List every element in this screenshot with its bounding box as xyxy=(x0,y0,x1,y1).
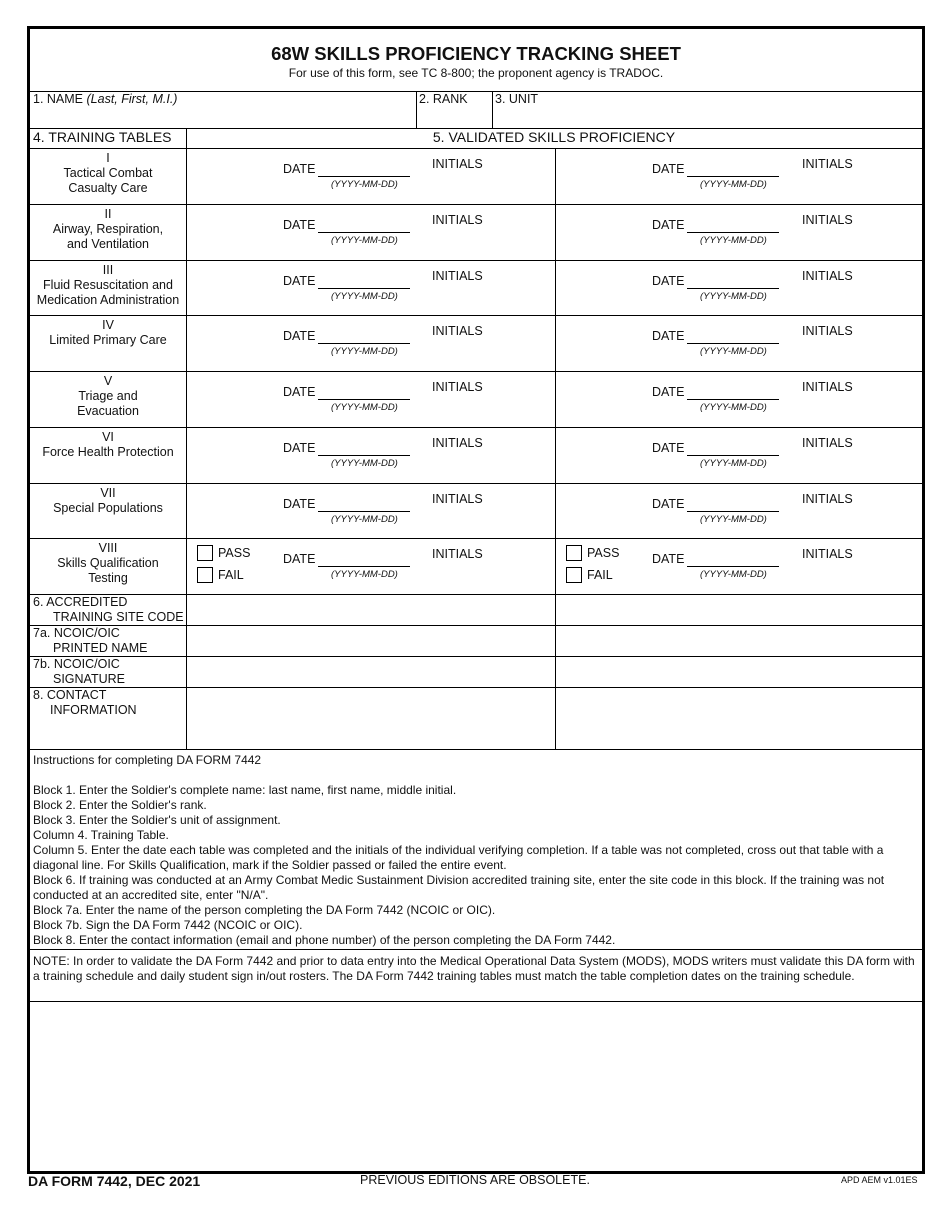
date-format-hint: (YYYY-MM-DD) xyxy=(700,569,767,580)
date-input-line[interactable] xyxy=(687,399,779,400)
training-tables-header: 4. TRAINING TABLES xyxy=(33,129,172,145)
date-format-hint: (YYYY-MM-DD) xyxy=(331,514,398,525)
date-label: DATE xyxy=(283,497,316,511)
date-input-line[interactable] xyxy=(318,511,410,512)
instructions-heading: Instructions for completing DA FORM 7442 xyxy=(33,753,262,767)
initials-label: INITIALS xyxy=(432,213,483,227)
date-input-line[interactable] xyxy=(687,511,779,512)
date-label: DATE xyxy=(283,441,316,455)
rule xyxy=(30,204,922,205)
date-input-line[interactable] xyxy=(687,176,779,177)
validated-skills-header: 5. VALIDATED SKILLS PROFICIENCY xyxy=(432,129,676,145)
date-format-hint: (YYYY-MM-DD) xyxy=(331,458,398,469)
instruction-line: Block 7a. Enter the name of the person completing the DA Form 7442 (NCOIC or OIC). xyxy=(33,903,496,917)
date-format-hint: (YYYY-MM-DD) xyxy=(331,402,398,413)
date-label: DATE xyxy=(652,441,685,455)
instructions xyxy=(33,753,917,948)
instruction-line: Block 2. Enter the Soldier's rank. xyxy=(33,798,207,812)
pass-label: PASS xyxy=(587,546,620,560)
rule xyxy=(30,1001,922,1002)
date-input-line[interactable] xyxy=(687,455,779,456)
rule xyxy=(416,91,417,128)
date-format-hint: (YYYY-MM-DD) xyxy=(331,235,398,246)
date-input-line[interactable] xyxy=(318,399,410,400)
date-format-hint: (YYYY-MM-DD) xyxy=(700,346,767,357)
date-label: DATE xyxy=(652,274,685,288)
date-label: DATE xyxy=(283,385,316,399)
contact-info-label: 8. CONTACT INFORMATION xyxy=(33,688,137,717)
ncoic-name-label: 7a. NCOIC/OIC PRINTED NAME xyxy=(33,626,148,655)
rule xyxy=(30,483,922,484)
date-input-line[interactable] xyxy=(318,455,410,456)
instruction-line: Block 7b. Sign the DA Form 7442 (NCOIC or OIC). xyxy=(33,918,303,932)
training-table-label: I Tactical Combat Casualty Care xyxy=(63,151,153,195)
initials-label: INITIALS xyxy=(432,492,483,506)
initials-label: INITIALS xyxy=(432,380,483,394)
name-field-label: 1. NAME (Last, First, M.I.) xyxy=(33,92,178,106)
rule xyxy=(492,91,493,128)
initials-label: INITIALS xyxy=(802,547,853,561)
rule xyxy=(30,687,922,688)
date-label: DATE xyxy=(652,329,685,343)
instruction-line: Block 6. If training was conducted at an Army Combat Medic Sustainment Division accredited training site, enter the site code in this block. If the training was not conducted at an accredited site, enter "N/A". xyxy=(33,873,885,902)
rank-field-label: 2. RANK xyxy=(419,92,468,106)
date-input-line[interactable] xyxy=(687,288,779,289)
date-label: DATE xyxy=(283,162,316,176)
fail-checkbox[interactable] xyxy=(566,567,582,583)
ncoic-signature-label: 7b. NCOIC/OIC SIGNATURE xyxy=(33,657,125,686)
training-table-label: III Fluid Resuscitation and Medication Administration xyxy=(36,263,180,307)
date-format-hint: (YYYY-MM-DD) xyxy=(331,346,398,357)
date-input-line[interactable] xyxy=(318,566,410,567)
rule xyxy=(30,148,922,149)
fail-label: FAIL xyxy=(587,568,613,582)
rule xyxy=(30,949,922,950)
rule xyxy=(30,260,922,261)
date-input-line[interactable] xyxy=(687,232,779,233)
rule xyxy=(30,749,922,750)
rule xyxy=(30,315,922,316)
rule xyxy=(30,625,922,626)
date-label: DATE xyxy=(652,162,685,176)
rule xyxy=(30,371,922,372)
unit-field-label: 3. UNIT xyxy=(495,92,539,106)
initials-label: INITIALS xyxy=(802,213,853,227)
rule xyxy=(186,128,187,749)
date-label: DATE xyxy=(283,552,316,566)
initials-label: INITIALS xyxy=(432,436,483,450)
date-label: DATE xyxy=(652,552,685,566)
date-format-hint: (YYYY-MM-DD) xyxy=(700,235,767,246)
initials-label: INITIALS xyxy=(802,380,853,394)
training-table-label: VIII Skills Qualification Testing xyxy=(57,541,159,585)
date-label: DATE xyxy=(283,218,316,232)
date-format-hint: (YYYY-MM-DD) xyxy=(331,179,398,190)
date-format-hint: (YYYY-MM-DD) xyxy=(700,458,767,469)
instruction-line: Block 1. Enter the Soldier's complete name: last name, first name, middle initial. xyxy=(33,783,457,797)
training-table-label: VII Special Populations xyxy=(53,486,163,515)
version-label: APD AEM v1.01ES xyxy=(841,1175,918,1185)
training-table-label: VI Force Health Protection xyxy=(42,430,174,459)
initials-label: INITIALS xyxy=(802,436,853,450)
training-table-label: IV Limited Primary Care xyxy=(49,318,167,347)
date-input-line[interactable] xyxy=(318,232,410,233)
initials-label: INITIALS xyxy=(432,157,483,171)
initials-label: INITIALS xyxy=(802,157,853,171)
rule xyxy=(30,538,922,539)
date-label: DATE xyxy=(283,329,316,343)
date-input-line[interactable] xyxy=(318,288,410,289)
training-table-label: V Triage and Evacuation xyxy=(77,374,139,418)
date-input-line[interactable] xyxy=(687,343,779,344)
initials-label: INITIALS xyxy=(432,324,483,338)
validation-note: NOTE: In order to validate the DA Form 7442 and prior to data entry into the Medical Operational Data System (MODS), MODS writers must validate this DA form with a training schedule and daily student sign in/out rosters. The DA Form 7442 training tables must match the table completion dates on the training schedule. xyxy=(33,954,915,983)
initials-label: INITIALS xyxy=(432,269,483,283)
date-label: DATE xyxy=(652,385,685,399)
date-input-line[interactable] xyxy=(687,566,779,567)
date-format-hint: (YYYY-MM-DD) xyxy=(700,179,767,190)
site-code-label: 6. ACCREDITED TRAINING SITE CODE xyxy=(33,595,184,624)
initials-label: INITIALS xyxy=(802,269,853,283)
initials-label: INITIALS xyxy=(802,492,853,506)
date-label: DATE xyxy=(652,497,685,511)
instruction-line: Block 8. Enter the contact information (email and phone number) of the person completing the DA Form 7442. xyxy=(33,933,616,947)
initials-label: INITIALS xyxy=(432,547,483,561)
obsolete-notice: PREVIOUS EDITIONS ARE OBSOLETE. xyxy=(360,1173,590,1187)
form-subtitle: For use of this form, see TC 8-800; the proponent agency is TRADOC. xyxy=(288,66,664,80)
fail-checkbox[interactable] xyxy=(197,567,213,583)
date-label: DATE xyxy=(652,218,685,232)
rule xyxy=(555,148,556,749)
instruction-line: Block 3. Enter the Soldier's unit of assignment. xyxy=(33,813,281,827)
date-input-line[interactable] xyxy=(318,176,410,177)
form-frame xyxy=(27,26,925,1174)
pass-label: PASS xyxy=(218,546,251,560)
fail-label: FAIL xyxy=(218,568,244,582)
form-title: 68W SKILLS PROFICIENCY TRACKING SHEET xyxy=(271,43,681,64)
date-input-line[interactable] xyxy=(318,343,410,344)
date-format-hint: (YYYY-MM-DD) xyxy=(700,514,767,525)
date-format-hint: (YYYY-MM-DD) xyxy=(331,291,398,302)
instruction-line: Column 4. Training Table. xyxy=(33,828,169,842)
training-table-label: II Airway, Respiration, and Ventilation xyxy=(52,207,164,251)
date-label: DATE xyxy=(283,274,316,288)
pass-checkbox[interactable] xyxy=(566,545,582,561)
initials-label: INITIALS xyxy=(802,324,853,338)
form-id: DA FORM 7442, DEC 2021 xyxy=(28,1173,201,1189)
date-format-hint: (YYYY-MM-DD) xyxy=(700,291,767,302)
instruction-line: Column 5. Enter the date each table was completed and the initials of the individual verifying completion. If a table was not completed, cross out that table with a diagonal line. For Skills Qualification, mark if the Soldier passed or failed the entire event. xyxy=(33,843,884,872)
pass-checkbox[interactable] xyxy=(197,545,213,561)
date-format-hint: (YYYY-MM-DD) xyxy=(700,402,767,413)
rule xyxy=(30,656,922,657)
date-format-hint: (YYYY-MM-DD) xyxy=(331,569,398,580)
rule xyxy=(30,427,922,428)
